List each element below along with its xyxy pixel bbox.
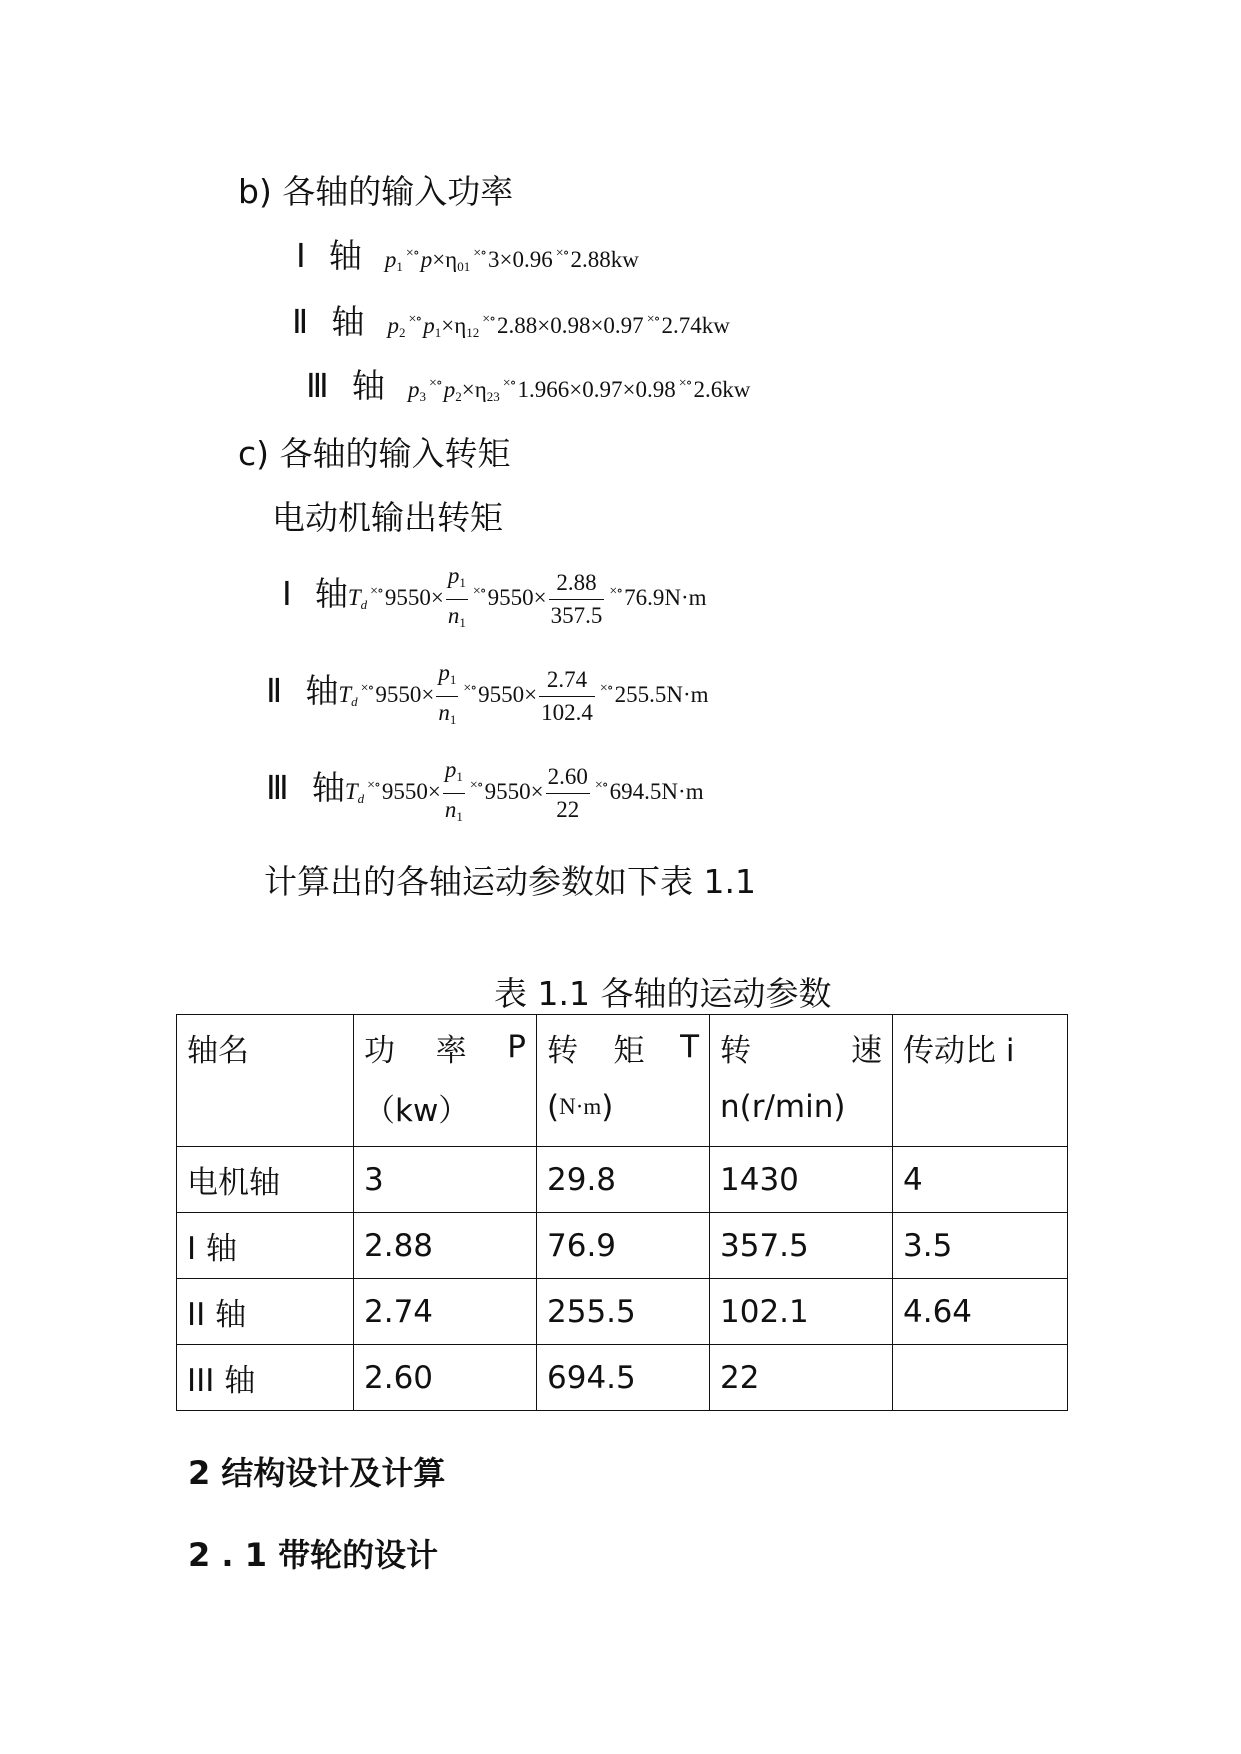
cell: 电机轴 [177,1147,354,1213]
cell: I 轴 [177,1213,354,1279]
parameters-table [176,1014,1068,1411]
formula: $T_d^{\times\circ}9550\times$ $\frac{p_1}{n_1}$ ×∘9550× $\frac{2.88}{357.5}$ ×∘76.9N·m [348,585,707,610]
cell: 255.5 [537,1279,710,1345]
header-ratio: 传动比 i [893,1015,1068,1147]
formula: $T_d^{\times\circ}9550\times$ $\frac{p_1}{n_1}$ ×∘9550× $\frac{2.60}{22}$ ×∘694.5N·m [345,779,704,804]
power-formula-3 [306,360,750,407]
formula: $p_3^{\times\circ}p_2\times\eta_{23}^{\times\circ}1.966\times 0.97\times 0.98$ ×∘2.6kw [407,376,751,404]
table-caption: 表 1.1 各轴的运动参数 [494,974,832,1013]
table-header-row [177,1015,1068,1147]
summary-text: 计算出的各轴运动参数如下表 1.1 [264,862,756,901]
cell: 76.9 [537,1213,710,1279]
cell: 2.60 [354,1345,537,1411]
section-b-heading: b) 各轴的输入功率 [238,172,514,211]
formula: $p_2^{\times\circ}p_1\times\eta_{12}^{\times\circ}2.88\times 0.98\times 0.97$ ×∘2.74kw [387,312,730,340]
table-row [177,1147,1068,1213]
shaft-label: 轴 [328,236,362,275]
roman-numeral: Ⅲ [306,366,329,405]
shaft-label: 轴 [311,767,345,807]
header-shaft-name: 轴名 [177,1015,354,1147]
torque-formula-2 [266,657,709,736]
section-c-heading: c) 各轴的输入转矩 [238,434,511,473]
cell: III 轴 [177,1345,354,1411]
torque-formula-3 [266,754,704,833]
shaft-label: 轴 [331,302,365,341]
roman-numeral: Ⅰ [282,573,292,613]
cell: 2.88 [354,1213,537,1279]
roman-numeral: Ⅰ [296,236,306,275]
cell: 29.8 [537,1147,710,1213]
formula: $p_1^{\times\circ}p\times\eta_{01}^{\times\circ}3\times 0.96$ ×∘2.88kw [384,246,639,274]
roman-numeral: Ⅱ [292,302,309,341]
cell: 102.1 [710,1279,893,1345]
cell [893,1345,1068,1411]
table-row [177,1213,1068,1279]
cell: 357.5 [710,1213,893,1279]
header-torque: 转 矩 T ( N·m ) [537,1015,710,1147]
cell: 4 [893,1147,1068,1213]
cell: 22 [710,1345,893,1411]
cell: 1430 [710,1147,893,1213]
cell: II 轴 [177,1279,354,1345]
power-formula-2 [292,296,730,343]
power-formula-1 [296,230,639,277]
roman-numeral: Ⅱ [266,670,283,710]
cell: 4.64 [893,1279,1068,1345]
table-row [177,1279,1068,1345]
cell: 2.74 [354,1279,537,1345]
roman-numeral: Ⅲ [266,767,289,807]
motor-torque-subheading: 电动机输出转矩 [272,498,503,537]
shaft-label: 轴 [351,366,385,405]
header-power: 功 率 P （kw） [354,1015,537,1147]
shaft-label: 轴 [305,670,339,710]
table-row [177,1345,1068,1411]
shaft-label: 轴 [314,573,348,613]
torque-formula-1 [282,560,707,639]
section-2-heading: 2 结构设计及计算 [188,1454,446,1492]
cell: 3 [354,1147,537,1213]
header-speed: 转 速 n(r/min) [710,1015,893,1147]
cell: 3.5 [893,1213,1068,1279]
section-2-1-heading: 2 . 1 带轮的设计 [188,1536,439,1574]
cell: 694.5 [537,1345,710,1411]
formula: $T_d^{\times\circ}9550\times$ $\frac{p_1}{n_1}$ ×∘9550× $\frac{2.74}{102.4}$ ×∘255.5N·m [338,682,708,707]
